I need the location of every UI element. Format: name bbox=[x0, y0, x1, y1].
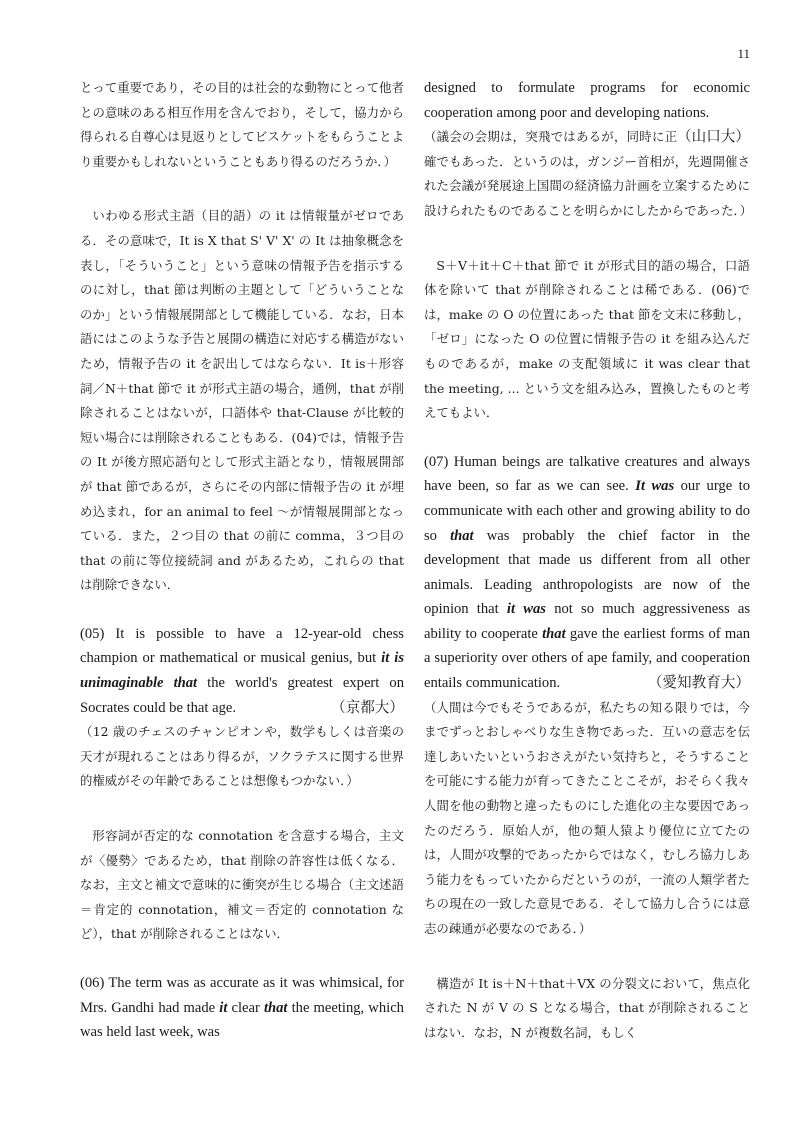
example-06 bbox=[80, 971, 404, 1045]
right-column bbox=[424, 76, 753, 1045]
example-07-emphasis-3: it was bbox=[506, 601, 546, 618]
example-07-emphasis-2: that bbox=[450, 527, 474, 544]
example-06-text-end: the meeting, which was held last week, was bbox=[80, 999, 404, 1041]
example-06-continued bbox=[424, 76, 750, 146]
paragraph-formal-object: S＋V＋it＋C＋that 節で it が形式目的語の場合，口語体を除いて that が削除されることは稀である．(06)では，make の O の位置にあった that 節を文末に移動し，「ゼロ」になった O の位置に情報予告の it を組み込んだものであるが，make の支配領域に it was clear that the meeting, ... という文を組み込み，置換したものと考えてもよい． bbox=[424, 257, 750, 421]
example-05-source: （京都大） bbox=[331, 699, 404, 716]
example-05-text: (05) It is possible to have a 12-year-old chess champion or mathematical or musical genius, but bbox=[80, 625, 404, 667]
example-06-source: （山口大） bbox=[677, 129, 750, 146]
paragraph-continued: とって重要であり，その目的は社会的な動物にとって他者との意味のある相互作用を含んでおり，そして，協力から得られる自尊心は見返りとしてビスケットをもらうことより重要かもしれないということもあり得るのだろうか．） bbox=[80, 80, 404, 169]
example-06-emphasis-that: that bbox=[263, 999, 288, 1016]
example-06-text: (06) The term was as accurate as it was whimsical, for Mrs. Gandhi had made bbox=[80, 975, 404, 1016]
left-column bbox=[80, 76, 404, 1045]
example-07 bbox=[424, 450, 750, 696]
example-07-translation: （人間は今でもそうであるが，私たちの知る限りでは，今までずっとおしゃべりな生き物であった．互いの意志を伝達しあいたいというおさえがたい気持ちと，そうすることを可能にする能力が育ってきたことこそが，おそらく我々人間を他の動物と違ったものにした進化の主な要因であったのだろう．原始人が，他の類人猿より優位に立てたのは，人間が攻撃的であったからではなく，むしろ協力しあう能力をもっていたからだというのが，一流の人類学者たちの現在の一致した意見である．そして協力し合うには意志の疎通が必要なのである．） bbox=[424, 699, 750, 936]
example-05-emphasis: it is unimaginable that bbox=[80, 650, 405, 692]
example-06-translation: （議会の会期は，突飛ではあるが，同時に正確でもあった．というのは，ガンジー首相が，先週開催された会議が発展途上国間の経済協力計画を立案するために設けられたものであることを明らかにしたからであった．） bbox=[424, 129, 753, 218]
example-05-translation: （12 歳のチェスのチャンピオンや，数学もしくは音楽の天才が現れることはあり得るが，ソクラテスに関する世界的権威がその年齢であることは想像もつかない．） bbox=[80, 724, 404, 789]
example-07-text-a: (07) Human beings are talkative creatures and always have been, so far as we can see. bbox=[424, 453, 750, 495]
example-07-text-c: our urge to communicate with each other and growing ability to do so bbox=[424, 478, 751, 544]
example-07-text-g: not so much aggressiveness as ability to cooperate bbox=[424, 601, 750, 642]
example-07-emphasis-1: It was bbox=[635, 478, 675, 495]
example-06-emphasis-it: it bbox=[219, 999, 228, 1016]
paragraph-cleft-sentence: 構造が It is＋N＋that＋VX の分裂文において，焦点化された N が V の S となる場合，that が削除されることはない．なお，N が複数名詞，もしく bbox=[424, 975, 750, 1040]
example-07-text-e: was probably the chief factor in the development that made us different from all other animals. Leading anthropologists are now of the opinion that bbox=[424, 527, 751, 618]
paragraph-connotation: 形容詞が否定的な connotation を含意する場合，主文が〈優勢〉であるため，that 削除の許容性は低くなる．なお，主文と補文で意味的に衝突が生じる場合（主文述語＝肯定的 connotation，補文＝否定的 connotation など），that が削除されることはない． bbox=[80, 828, 404, 942]
page-number: 11 bbox=[737, 46, 750, 61]
example-07-emphasis-4: that bbox=[542, 625, 566, 642]
example-06-text-mid: clear bbox=[227, 999, 264, 1016]
paragraph-formal-subject: いわゆる形式主語（目的語）の it は情報量がゼロである．その意味で，It is X that S' V' X' の It は抽象概念を表し，「そういうこと」という意味の情報予告を指示するのに対し，that 節は判断の主題として「どういうことなのか」という情報展開部として機能している．なお，日本語にはこのような予告と展開の構造に対応する構造がないため，情報予告の it を訳出してはならない．It is＋形容詞／N＋that 節で it が形式主語の場合，通例，that が削除されることはないが，口語体や that-Clause が比較的短い場合には削除されることもある．(04)では，情報予告の It が後方照応語句として形式主語となり，情報展開部が that 節であるが，さらにその内部に情報予告の it が埋め込まれ，for an animal to feel ～が情報展開部となっている．また，２つ目の that の前に comma，３つ目の that の前に等位接続詞 and があるため，これらの that は削除できない． bbox=[80, 208, 404, 593]
example-05 bbox=[80, 622, 404, 720]
example-07-text-i: gave the earliest forms of man a superiority over others of ape family, and cooperation entails communication. bbox=[424, 625, 750, 692]
example-07-source: （愛知教育大） bbox=[647, 675, 750, 692]
example-05-text-end: the world's greatest expert on Socrates could be that age. bbox=[80, 675, 404, 716]
example-06-continued-text: designed to formulate programs for economic cooperation among poor and developing nations. bbox=[424, 80, 750, 121]
